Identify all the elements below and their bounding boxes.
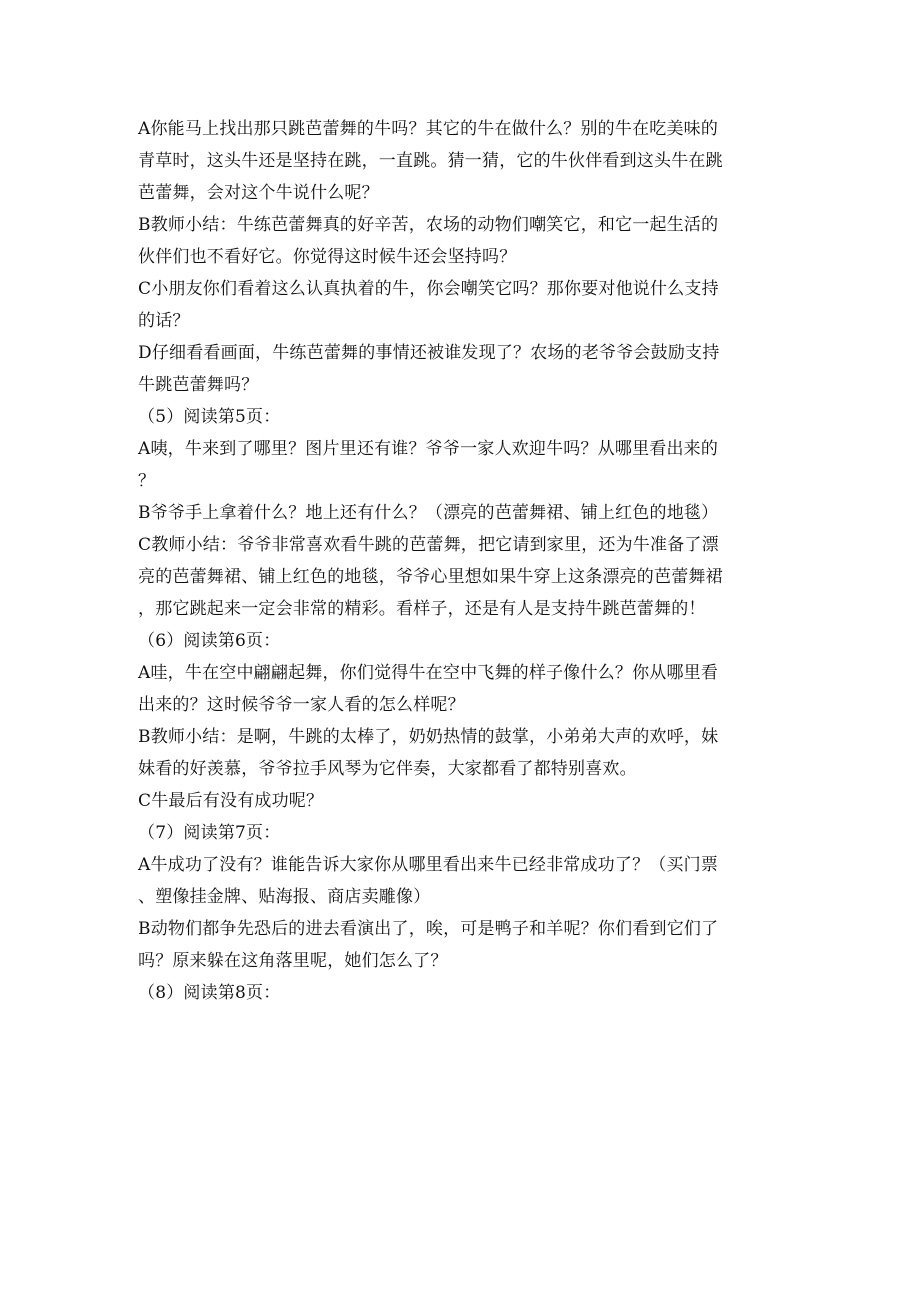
text-line: B教师小结：牛练芭蕾舞真的好辛苦，农场的动物们嘲笑它，和它一起生活的: [138, 215, 719, 235]
text-line: 出来的？这时候爷爷一家人看的怎么样呢？: [138, 695, 465, 715]
text-line: C小朋友你们看着这么认真执着的牛，你会嘲笑它吗？那你要对他说什么支持: [138, 279, 719, 299]
section-heading: （6）阅读第6页：: [138, 631, 281, 651]
text-line: B爷爷手上拿着什么？地上还有什么？（漂亮的芭蕾舞裙、铺上红色的地毯）: [138, 503, 719, 523]
text-line: C教师小结：爷爷非常喜欢看牛跳的芭蕾舞，把它请到家里，还为牛准备了漂: [138, 535, 719, 555]
text-line: A牛成功了没有？谁能告诉大家你从哪里看出来牛已经非常成功了？（买门票: [138, 855, 719, 875]
text-line: D仔细看看画面，牛练芭蕾舞的事情还被谁发现了？农场的老爷爷会鼓励支持: [138, 343, 720, 363]
text-line: 亮的芭蕾舞裙、铺上红色的地毯，爷爷心里想如果牛穿上这条漂亮的芭蕾舞裙: [138, 567, 723, 587]
section-heading: （7）阅读第7页：: [138, 823, 281, 843]
text-line: A哇，牛在空中翩翩起舞，你们觉得牛在空中飞舞的样子像什么？你从哪里看: [138, 663, 719, 683]
text-line: B教师小结：是啊，牛跳的太棒了，奶奶热情的鼓掌，小弟弟大声的欢呼，妹: [138, 727, 719, 747]
text-line: 的话？: [138, 311, 190, 331]
text-line: 青草时，这头牛还是坚持在跳，一直跳。猜一猜，它的牛伙伴看到这头牛在跳: [138, 151, 723, 171]
text-line: 妹看的好羡慕，爷爷拉手风琴为它伴奏，大家都看了都特别喜欢。: [138, 759, 637, 779]
document-body: [138, 113, 778, 1009]
text-line: A咦，牛来到了哪里？图片里还有谁？爷爷一家人欢迎牛吗？从哪里看出来的: [138, 439, 719, 459]
text-line: A你能马上找出那只跳芭蕾舞的牛吗？其它的牛在做什么？别的牛在吃美味的: [138, 119, 719, 139]
text-line: 牛跳芭蕾舞吗？: [138, 375, 259, 395]
text-line: 吗？原来躲在这角落里呢，她们怎么了？: [138, 951, 448, 971]
text-line: 芭蕾舞，会对这个牛说什么呢？: [138, 183, 379, 203]
text-line: ？: [138, 471, 156, 491]
section-heading: （5）阅读第5页：: [138, 407, 281, 427]
text-line: 、塑像挂金牌、贴海报、商店卖雕像）: [138, 887, 431, 907]
section-heading: （8）阅读第8页：: [138, 983, 281, 1003]
text-line: 伙伴们也不看好它。你觉得这时候牛还会坚持吗？: [138, 247, 517, 267]
text-line: B动物们都争先恐后的进去看演出了，唉，可是鸭子和羊呢？你们看到它们了: [138, 919, 719, 939]
text-line: ，那它跳起来一定会非常的精彩。看样子，还是有人是支持牛跳芭蕾舞的！: [138, 599, 706, 619]
text-line: C牛最后有没有成功呢？: [138, 791, 324, 811]
